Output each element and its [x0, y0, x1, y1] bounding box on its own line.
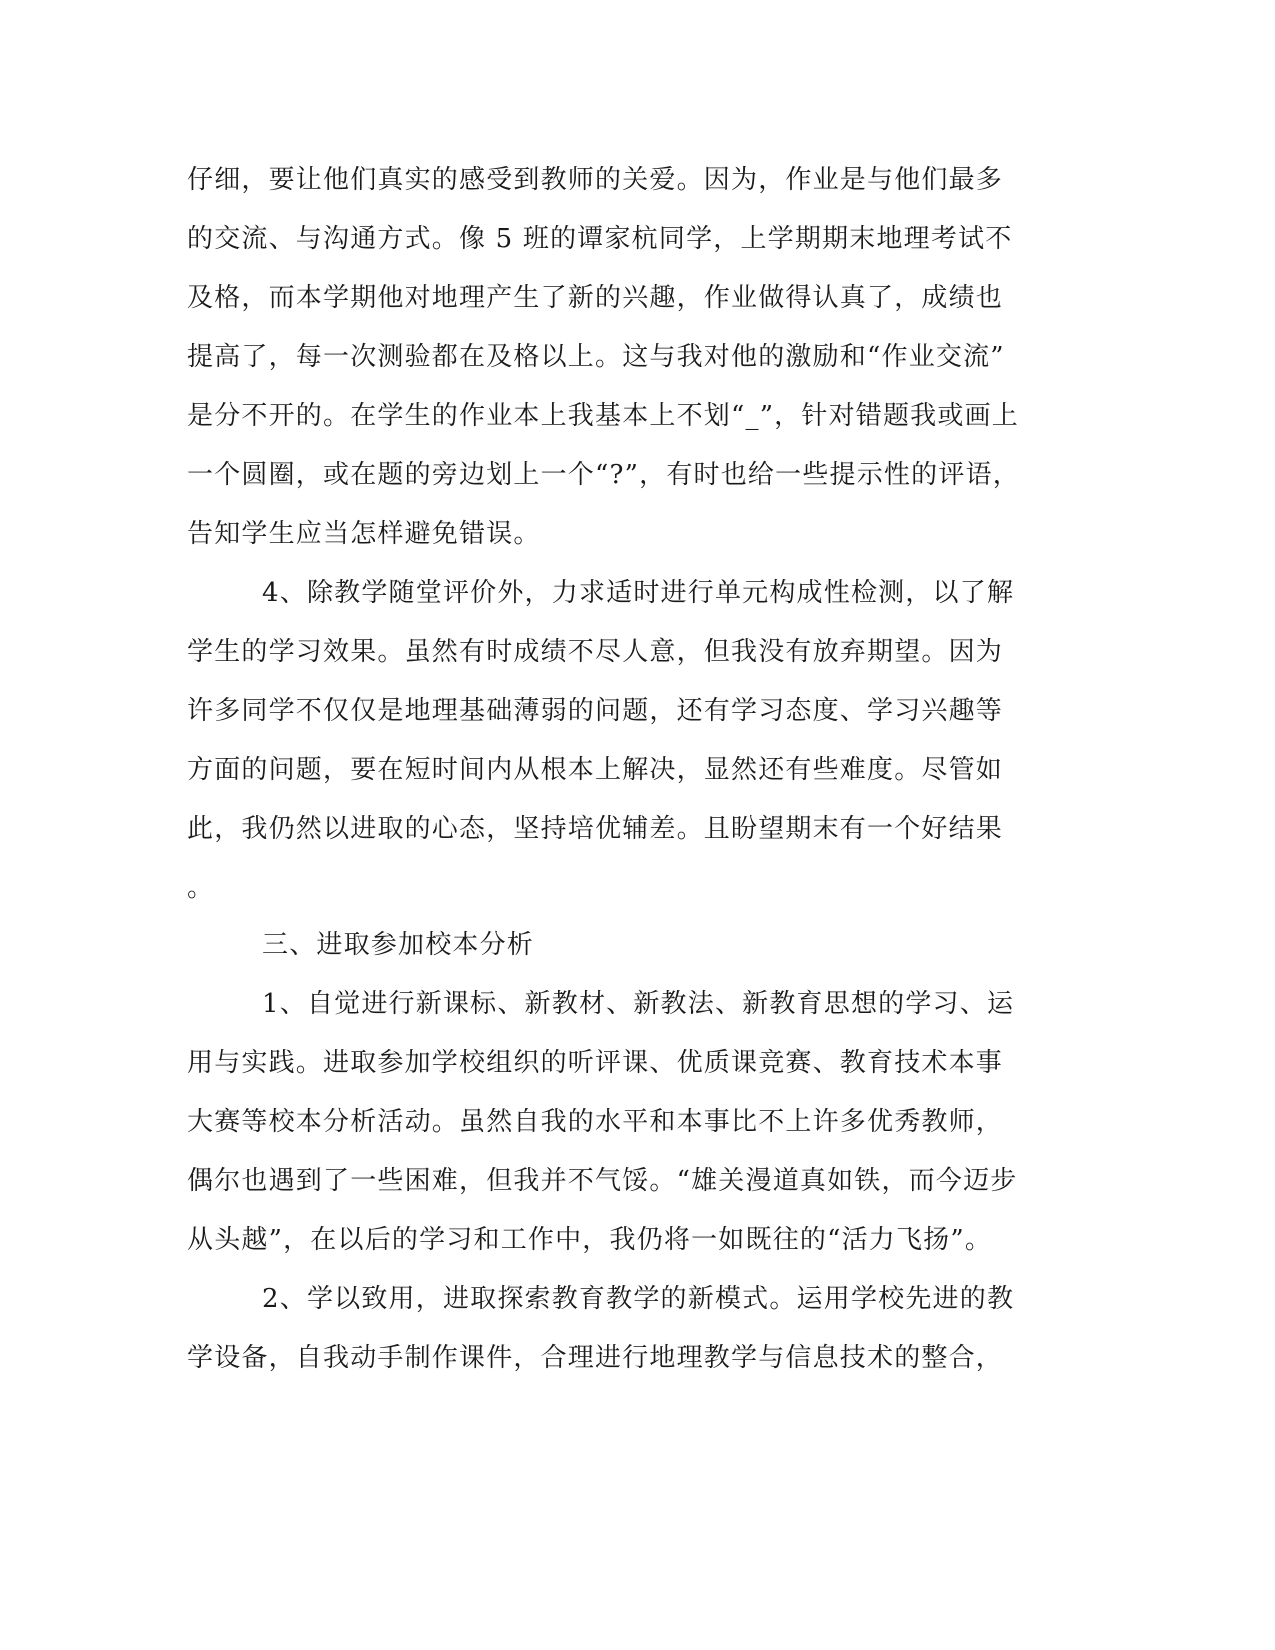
text-line-12: 此，我仍然以进取的心态，坚持培优辅差。且盼望期末有一个好结果	[187, 814, 1004, 844]
text-line-11: 方面的问题，要在短时间内从根本上解决，显然还有些难度。尽管如	[187, 755, 1004, 785]
text-line-19: 从头越”，在以后的学习和工作中，我仍将一如既往的“活力飞扬”。	[187, 1225, 993, 1255]
text-line-17: 大赛等校本分析活动。虽然自我的水平和本事比不上许多优秀教师，	[187, 1107, 1004, 1137]
text-line-13: 。	[187, 873, 215, 903]
paragraph-1-start: 1、自觉进行新课标、新教材、新教法、新教育思想的学习、运	[262, 989, 1015, 1019]
text-line-4: 提高了，每一次测验都在及格以上。这与我对他的激励和“作业交流”	[187, 342, 1005, 372]
paragraph-2-start: 2、学以致用，进取探索教育教学的新模式。运用学校先进的教	[262, 1284, 1015, 1314]
text-line-16: 用与实践。进取参加学校组织的听评课、优质课竞赛、教育技术本事	[187, 1048, 1004, 1078]
text-line-1: 仔细，要让他们真实的感受到教师的关爱。因为，作业是与他们最多	[187, 165, 1004, 195]
text-line-10: 许多同学不仅仅是地理基础薄弱的问题，还有学习态度、学习兴趣等	[187, 696, 1004, 726]
text-line-7: 告知学生应当怎样避免错误。	[187, 519, 541, 549]
text-line-9: 学生的学习效果。虽然有时成绩不尽人意，但我没有放弃期望。因为	[187, 637, 1004, 667]
text-line-5: 是分不开的。在学生的作业本上我基本上不划“_”，针对错题我或画上	[187, 401, 1019, 431]
paragraph-4-start: 4、除教学随堂评价外，力求适时进行单元构成性检测，以了解	[262, 578, 1015, 608]
text-line-18: 偶尔也遇到了一些困难，但我并不气馁。“雄关漫道真如铁，而今迈步	[187, 1166, 1018, 1196]
text-line-21: 学设备，自我动手制作课件，合理进行地理教学与信息技术的整合，	[187, 1343, 1004, 1373]
text-line-6: 一个圆圈，或在题的旁边划上一个“?”，有时也给一些提示性的评语，	[187, 460, 1020, 490]
section-heading: 三、进取参加校本分析	[262, 930, 535, 960]
text-line-2: 的交流、与沟通方式。像 5 班的谭家杭同学，上学期期末地理考试不	[187, 224, 1013, 254]
text-line-3: 及格，而本学期他对地理产生了新的兴趣，作业做得认真了，成绩也	[187, 283, 1004, 313]
